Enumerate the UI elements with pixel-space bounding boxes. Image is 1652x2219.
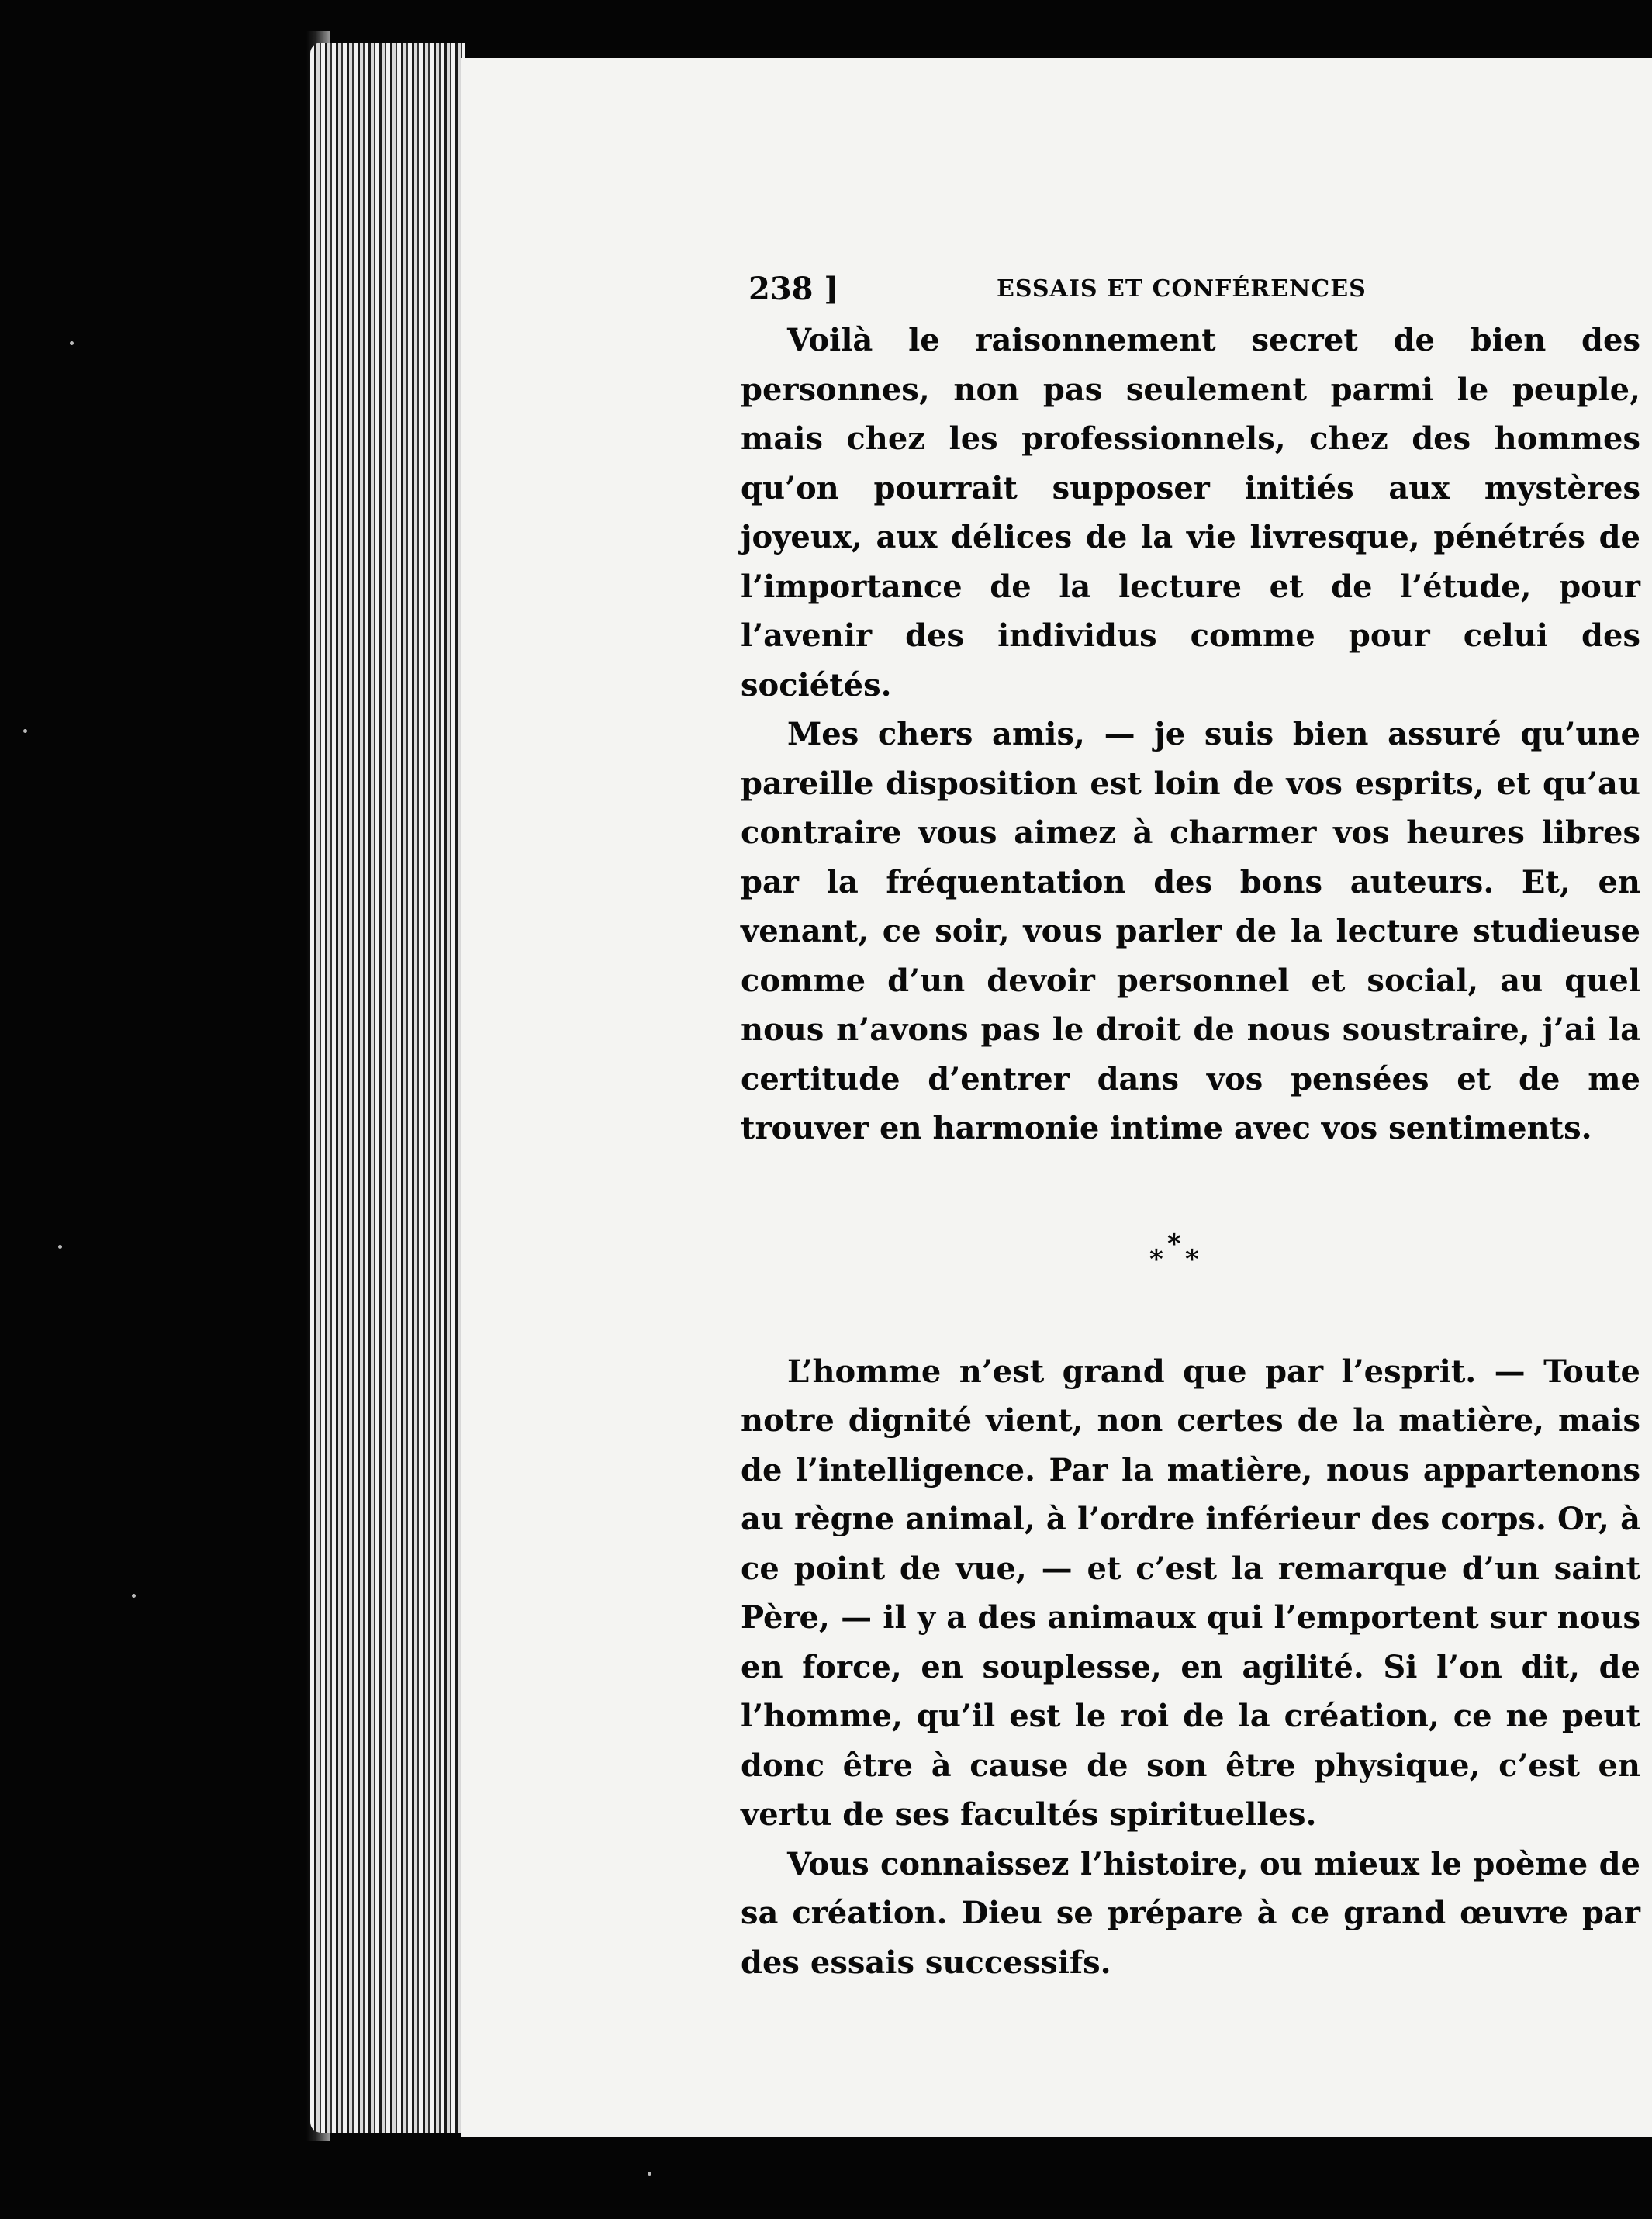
paragraph-3: L’homme n’est grand que par l’esprit. — Toute notre dignité vient, non certes de la matière, mais de l’intelligence. Par la matière, nous appartenons au règne animal, à l’ordre inférieur des corps. Or, à ce point de vue, — et c’est la remarque d’un saint Père, — il y a des animaux qui l’emportent sur nous en force, en souplesse, en agilité. Si l’on dit, de l’homme, qu’il est le roi de la création, ce ne peut donc être à cause de son être physique, c’est en vertu de ses facultés spirituelles. xyxy=(741,1353,1640,1833)
asterism-separator xyxy=(741,1153,1640,1347)
paragraph-4: Vous connaissez l’histoire, ou mieux le poème de sa création. Dieu se prépare à ce grand œuvre par des essais successifs. xyxy=(741,1845,1640,1981)
asterism-star-right: * xyxy=(1185,1243,1199,1275)
paragraph-1: Voilà le raisonnement secret de bien des personnes, non pas seulement parmi le peuple, mais chez les professionnels, chez des hommes qu’on pourrait supposer initiés aux mystères joyeux, aux délices de la vie livresque, pénétrés de l’importance de la lecture et de l’étude, pour l’avenir des individus comme pour celui des sociétés. xyxy=(741,322,1640,703)
dust-speck xyxy=(648,2172,651,2176)
dust-speck xyxy=(23,729,27,733)
dust-speck xyxy=(58,1245,62,1249)
running-title: ESSAIS ET CONFÉRENCES xyxy=(997,275,1367,302)
book-page-edges xyxy=(310,43,465,2133)
dust-speck xyxy=(132,1594,136,1598)
asterism-star-left: * xyxy=(1149,1243,1163,1275)
dust-speck xyxy=(70,341,74,345)
paragraph-2: Mes chers amis, — je suis bien assuré qu’une pareille disposition est loin de vos esprits, et qu’au contraire vous aimez à charmer vos heures libres par la fréquentation des bons auteurs. Et, en venant, ce soir, vous parler de la lecture studieuse comme d’un devoir personnel et social, au quel nous n’avons pas le droit de nous soustraire, j’ai la certitude d’entrer dans vos pensées et de me trouver en harmonie intime avec vos sentiments. xyxy=(741,716,1640,1146)
page-number: 238 ] xyxy=(748,271,839,307)
running-head xyxy=(741,268,1640,311)
asterism-star-top: * xyxy=(1167,1228,1181,1260)
page-text-block xyxy=(741,268,1640,1987)
